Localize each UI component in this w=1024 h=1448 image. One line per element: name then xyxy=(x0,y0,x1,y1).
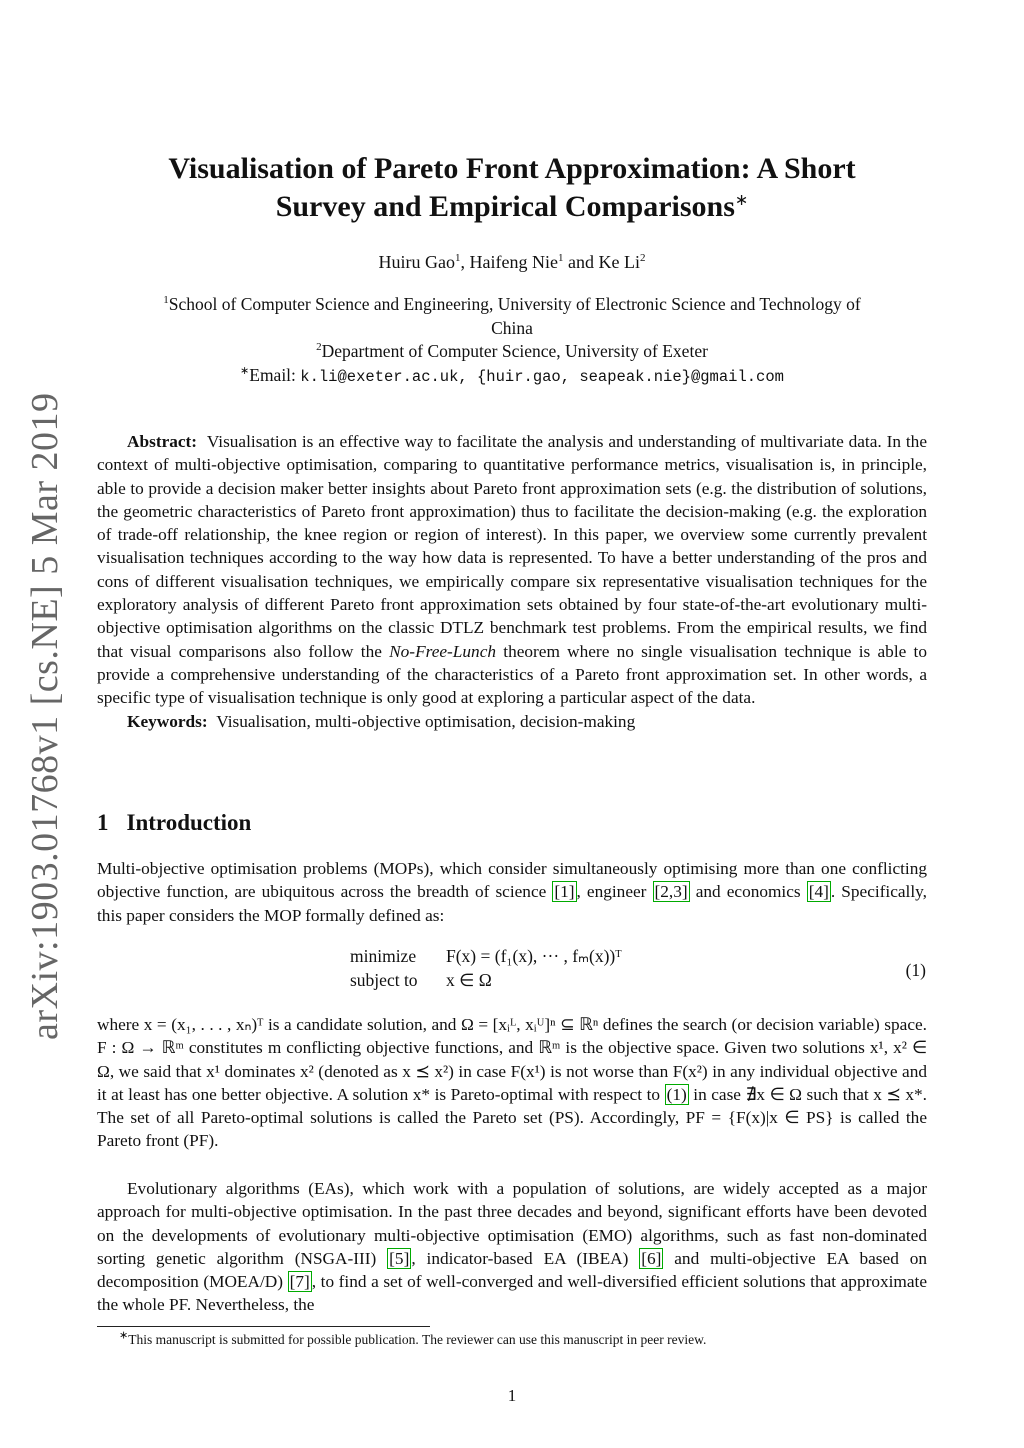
abstract-label: Abstract: xyxy=(127,432,198,451)
equation-row-1 xyxy=(350,946,622,967)
intro-p3-text-2: , indicator-based EA (IBEA) xyxy=(411,1248,640,1268)
intro-p2-text-1: where x = (x₁, . . . , xₙ)ᵀ is a candidate solution, and Ω = [xᵢᴸ, xᵢᵁ]ⁿ ⊆ ℝⁿ defines the search (or decision variable) space. F : Ω → ℝᵐ constitutes m conflicting objective functions, and ℝᵐ is the objective space. Given two solutions x¹, x² ∈ Ω, we said that x¹ dominates x² (denoted as x ⪯ x²) in case F(x¹) is not worse than F(x²) in any individual objective and it at least has one better objective. A solution x* is Pareto-optimal with respect to xyxy=(97,1015,927,1104)
title-line-2-text: Survey and Empirical Comparisons xyxy=(275,190,735,223)
email-address[interactable]: k.li@exeter.ac.uk, {huir.gao, seapeak.nie}@gmail.com xyxy=(300,367,784,386)
affiliation-1-mark: 1 xyxy=(163,294,169,307)
intro-p1-text-1: Multi-objective optimisation problems (MOPs), which consider simultaneously optimising more than one conflicting objective function, are ubiquitous across the breadth of science xyxy=(97,859,927,902)
citation-link[interactable]: [7] xyxy=(289,1272,310,1292)
intro-p3-text-4: , to find a set of well-converged and well-diversified efficient solutions that approximate the whole PF. Nevertheless, the xyxy=(97,1272,928,1315)
equation-number: (1) xyxy=(905,960,926,980)
affiliation-1-line-1: School of Computer Science and Engineering, University of Electronic Science and Technology of xyxy=(168,294,861,314)
title-line-2 xyxy=(95,188,929,226)
title-footnote-mark[interactable]: ∗ xyxy=(734,192,749,209)
intro-p1-text-4: . Specifically, this paper considers the MOP formally defined as: xyxy=(97,882,928,925)
equation-1 xyxy=(350,946,930,996)
section-heading xyxy=(97,810,251,836)
affiliation-2-mark: 2 xyxy=(316,341,322,354)
affiliation-2-text: Department of Computer Science, University of Exeter xyxy=(321,341,708,361)
keywords-text: Visualisation, multi-objective optimisation, decision-making xyxy=(216,711,636,731)
intro-paragraph-3-text xyxy=(97,1177,927,1317)
arxiv-stamp[interactable]: arXiv:1903.01768v1 [cs.NE] 5 Mar 2019 xyxy=(24,392,66,1040)
intro-p1-text-2: , engineer xyxy=(576,882,653,902)
title-line-1: Visualisation of Pareto Front Approximation: A Short xyxy=(168,152,856,185)
author-1-affil: 1 xyxy=(455,252,461,264)
intro-paragraph-1 xyxy=(97,857,927,927)
keywords-label: Keywords: xyxy=(127,711,208,731)
abstract xyxy=(97,430,927,733)
paper-title xyxy=(95,150,929,226)
equation-reference-link[interactable]: (1) xyxy=(666,1084,687,1104)
footnote-text: This manuscript is submitted for possible publication. The reviewer can use this manuscript in peer review. xyxy=(128,1332,707,1347)
email-mark: ∗ xyxy=(240,364,250,377)
footnote xyxy=(97,1329,927,1348)
affiliation-1 xyxy=(95,293,929,317)
author-2: , Haifeng Nie xyxy=(460,252,558,272)
email-label: Email: xyxy=(249,364,301,385)
intro-paragraph-2 xyxy=(97,1013,927,1153)
equation-expression-2: x ∈ Ω xyxy=(446,970,492,990)
citation-link[interactable]: [4] xyxy=(808,882,829,902)
intro-paragraph-2-text xyxy=(97,1013,927,1153)
intro-p3-text-3: and multi-objective EA based on decomposition (MOEA/D) xyxy=(97,1248,928,1292)
abstract-text-2: theorem where no single visualisation technique is able to provide a comprehensive understanding of the characteristics of a Pareto front approximation set. In other words, a specific type of visualisation technique is only good at exploring a particular aspect of the data. xyxy=(97,641,927,708)
equation-expression-1: F(x) = (f₁(x), ··· , fₘ(x))ᵀ xyxy=(446,946,622,966)
author-3-affil: 2 xyxy=(639,252,646,264)
footnote-divider xyxy=(97,1326,430,1327)
section-title-text: Introduction xyxy=(126,810,252,835)
intro-p2-text-2: in case ∄x ∈ Ω such that x ⪯ x*. The set of all Pareto-optimal solutions is called the Pareto set (PS). Accordingly, PF = {F(x)|x ∈ PS} is called the Pareto front (PF). xyxy=(97,1084,927,1151)
contact-email xyxy=(95,364,929,390)
equation-row-2 xyxy=(350,970,492,991)
citation-link[interactable]: [2,3] xyxy=(654,882,688,902)
author-list xyxy=(95,252,929,273)
abstract-italic: No-Free-Lunch xyxy=(389,641,497,661)
intro-p1-text-3: and economics xyxy=(689,882,807,902)
affiliation-1-line-2: China xyxy=(491,317,533,338)
intro-p3-text-1: Evolutionary algorithms (EAs), which work with a population of solutions, are widely accepted as a major approach for multi-objective optimisation. In the past three decades and beyond, significant efforts have been devoted on the developments of evolutionary multi-objective optimisation (EMO) algorithms, such as fast non-dominated sorting genetic algorithm (NSGA-III) xyxy=(97,1179,927,1268)
citation-link[interactable]: [5] xyxy=(389,1248,410,1268)
abstract-paragraph xyxy=(97,430,927,710)
affiliations xyxy=(95,293,929,389)
citation-link[interactable]: [6] xyxy=(641,1248,662,1268)
abstract-text-1: Visualisation is an effective way to facilitate the analysis and understanding of multivariate data. In the context of multi-objective optimisation, comparing to quantitative performance metrics, visualisation is, in principle, able to provide a decision maker better insights about Pareto front approximation sets (e.g. the distribution of solutions, the geometric characteristics of Pareto front approximation) thus to facilitate the decision-making (e.g. the exploration of trade-off relationship, the knee region or region of interest). In this paper, we overview some currently prevalent visualisation techniques according to the way how data is represented. To have a better understanding of the pros and cons of different visualisation techniques, we empirically compare six representative visualisation techniques for the exploratory analysis of different Pareto front approximation sets obtained by four state-of-the-art evolutionary multi-objective optimisation algorithms on the classic DTLZ benchmark test problems. From the empirical results, we find that visual comparisons also follow the xyxy=(97,432,927,661)
keywords xyxy=(97,710,927,733)
section-number: 1 xyxy=(97,810,109,835)
equation-label-subject-to: subject to xyxy=(350,970,418,990)
author-2-affil: 1 xyxy=(557,252,564,264)
author-3: and Ke Li xyxy=(563,252,640,272)
page-number: 1 xyxy=(507,1386,517,1405)
equation-label-minimize: minimize xyxy=(350,946,417,966)
affiliation-2 xyxy=(95,340,929,364)
intro-paragraph-1-text xyxy=(97,857,927,927)
author-1: Huiru Gao xyxy=(378,252,456,272)
footnote-mark: ∗ xyxy=(119,1329,129,1342)
intro-paragraph-3 xyxy=(97,1177,927,1317)
citation-link[interactable]: [1] xyxy=(554,882,575,902)
